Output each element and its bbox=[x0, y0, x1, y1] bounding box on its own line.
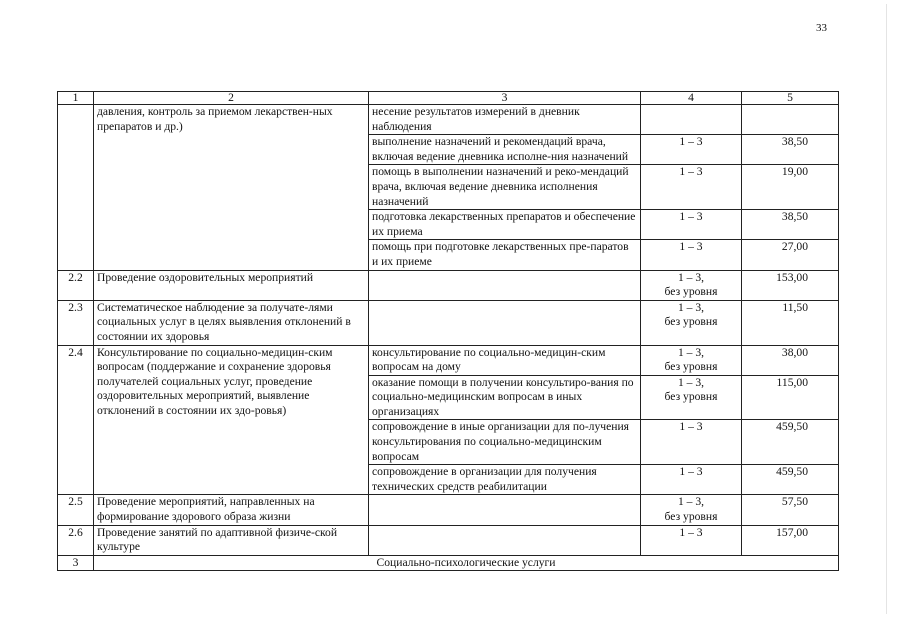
service-name-cell: Проведение оздоровительных мероприятий bbox=[94, 270, 369, 300]
level-text: 1 – 3, bbox=[677, 345, 705, 359]
subservice-cell bbox=[369, 270, 641, 300]
row-number-cell: 2.4 bbox=[58, 345, 94, 495]
price-cell bbox=[742, 105, 839, 135]
subservice-cell: выполнение назначений и рекомендаций врача, включая ведение дневника исполне-ния назначений bbox=[369, 135, 641, 165]
level-cell: 1 – 3 bbox=[641, 525, 742, 555]
price-cell: 115,00 bbox=[742, 375, 839, 420]
section-row bbox=[58, 555, 839, 571]
level-note: без уровня bbox=[664, 315, 718, 329]
level-cell: 1 – 3 bbox=[641, 420, 742, 465]
row-number-cell: 2.3 bbox=[58, 300, 94, 345]
subservice-cell: оказание помощи в получении консультиро-вания по социально-медицинским вопросам в иных организациях bbox=[369, 375, 641, 420]
column-number-row bbox=[58, 92, 839, 105]
level-note: без уровня bbox=[664, 360, 718, 374]
subservice-cell: помощь в выполнении назначений и реко-мендаций врача, включая ведение дневника исполнения назначений bbox=[369, 165, 641, 210]
subservice-cell: несение результатов измерений в дневник наблюдения bbox=[369, 105, 641, 135]
price-cell: 57,50 bbox=[742, 495, 839, 525]
price-cell: 38,50 bbox=[742, 135, 839, 165]
column-number: 4 bbox=[641, 92, 742, 105]
section-title-cell: Социально-психологические услуги bbox=[94, 555, 839, 571]
section-number-cell: 3 bbox=[58, 555, 94, 571]
service-name-cell: давления, контроль за приемом лекарствен-ных препаратов и др.) bbox=[94, 105, 369, 271]
price-cell: 459,50 bbox=[742, 465, 839, 495]
column-number: 5 bbox=[742, 92, 839, 105]
level-note: без уровня bbox=[664, 390, 718, 404]
row-number-cell: 2.5 bbox=[58, 495, 94, 525]
price-cell: 157,00 bbox=[742, 525, 839, 555]
subservice-cell: сопровождение в иные организации для по-лучения консультирования по социально-медицинским вопросам bbox=[369, 420, 641, 465]
level-cell bbox=[641, 105, 742, 135]
row-number-cell: 2.2 bbox=[58, 270, 94, 300]
table-row bbox=[58, 525, 839, 555]
level-cell bbox=[641, 495, 742, 525]
subservice-cell bbox=[369, 525, 641, 555]
price-cell: 459,50 bbox=[742, 420, 839, 465]
table-row bbox=[58, 345, 839, 375]
service-name-cell: Консультирование по социально-медицин-ским вопросам (поддержание и сохранение здоровья получателей социальных услуг, проведение оздоровительных мероприятий, выявление отклонений в состоянии их здо-ровья) bbox=[94, 345, 369, 495]
level-cell bbox=[641, 345, 742, 375]
table-row bbox=[58, 105, 839, 135]
price-cell: 38,00 bbox=[742, 345, 839, 375]
services-table bbox=[57, 91, 839, 571]
column-number: 1 bbox=[58, 92, 94, 105]
subservice-cell: помощь при подготовке лекарственных пре-паратов и их приеме bbox=[369, 240, 641, 270]
page-number: 33 bbox=[816, 22, 827, 34]
subservice-cell bbox=[369, 495, 641, 525]
column-number: 2 bbox=[94, 92, 369, 105]
service-name-cell: Систематическое наблюдение за получате-лями социальных услуг в целях выявления отклонений в состоянии их здоровья bbox=[94, 300, 369, 345]
price-cell: 11,50 bbox=[742, 300, 839, 345]
level-note: без уровня bbox=[664, 510, 718, 524]
price-cell: 153,00 bbox=[742, 270, 839, 300]
level-cell bbox=[641, 375, 742, 420]
price-cell: 27,00 bbox=[742, 240, 839, 270]
level-text: 1 – 3, bbox=[677, 300, 705, 314]
subservice-cell: подготовка лекарственных препаратов и обеспечение их приема bbox=[369, 210, 641, 240]
column-number: 3 bbox=[369, 92, 641, 105]
row-number-cell: 2.6 bbox=[58, 525, 94, 555]
price-cell: 38,50 bbox=[742, 210, 839, 240]
table-row bbox=[58, 270, 839, 300]
page-edge-divider bbox=[886, 4, 887, 614]
table-row bbox=[58, 300, 839, 345]
price-cell: 19,00 bbox=[742, 165, 839, 210]
level-cell bbox=[641, 300, 742, 345]
level-text: 1 – 3, bbox=[677, 375, 705, 389]
subservice-cell: сопровождение в организации для получения технических средств реабилитации bbox=[369, 465, 641, 495]
service-name-cell: Проведение занятий по адаптивной физиче-ской культуре bbox=[94, 525, 369, 555]
level-text: 1 – 3, bbox=[677, 270, 705, 284]
level-cell: 1 – 3 bbox=[641, 165, 742, 210]
level-text: 1 – 3, bbox=[677, 495, 705, 509]
level-cell: 1 – 3 bbox=[641, 465, 742, 495]
subservice-cell bbox=[369, 300, 641, 345]
service-name-cell: Проведение мероприятий, направленных на формирование здорового образа жизни bbox=[94, 495, 369, 525]
level-cell: 1 – 3 bbox=[641, 240, 742, 270]
level-note: без уровня bbox=[664, 285, 718, 299]
table-row bbox=[58, 495, 839, 525]
row-number-cell bbox=[58, 105, 94, 271]
subservice-cell: консультирование по социально-медицин-ским вопросам на дому bbox=[369, 345, 641, 375]
level-cell: 1 – 3 bbox=[641, 135, 742, 165]
level-cell bbox=[641, 270, 742, 300]
level-cell: 1 – 3 bbox=[641, 210, 742, 240]
